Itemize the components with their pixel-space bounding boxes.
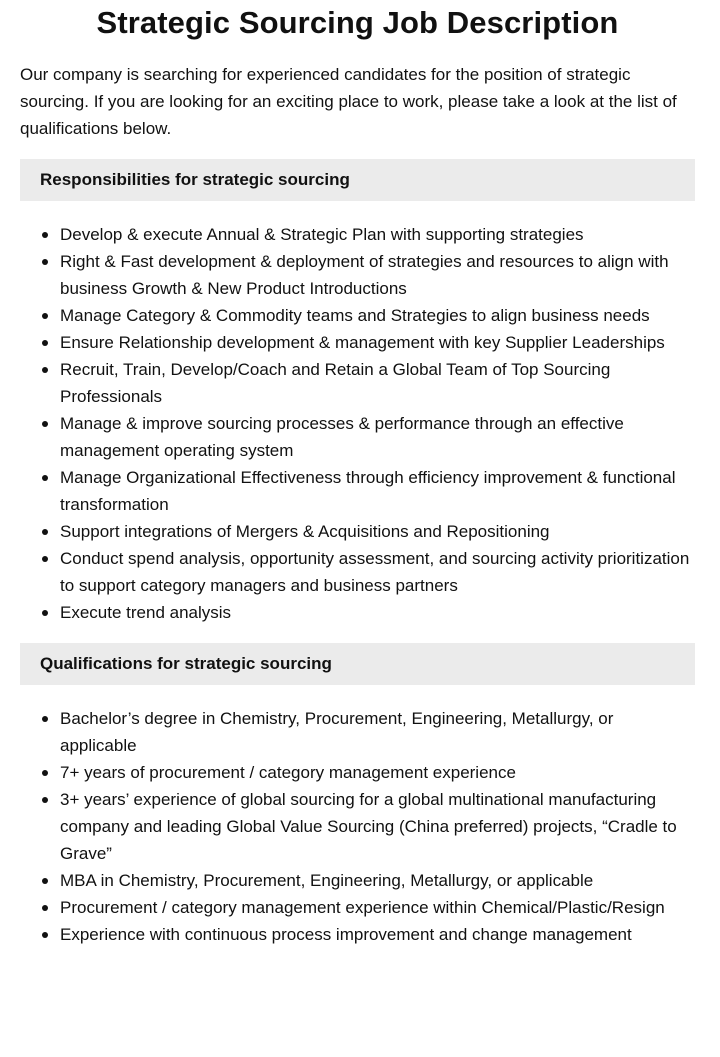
- qualifications-heading: Qualifications for strategic sourcing: [20, 643, 695, 685]
- list-item: Bachelor’s degree in Chemistry, Procurement, Engineering, Metallurgy, or applicable: [60, 705, 695, 759]
- list-item: Manage & improve sourcing processes & performance through an effective management operating system: [60, 410, 695, 464]
- list-item: Manage Category & Commodity teams and Strategies to align business needs: [60, 302, 695, 329]
- list-item: 3+ years’ experience of global sourcing for a global multinational manufacturing company and leading Global Value Sourcing (China preferred) projects, “Cradle to Grave”: [60, 786, 695, 867]
- list-item: Support integrations of Mergers & Acquisitions and Repositioning: [60, 518, 695, 545]
- list-item: Experience with continuous process improvement and change management: [60, 921, 695, 948]
- list-item: Recruit, Train, Develop/Coach and Retain a Global Team of Top Sourcing Professionals: [60, 356, 695, 410]
- list-item: Conduct spend analysis, opportunity assessment, and sourcing activity prioritization to support category managers and business partners: [60, 545, 695, 599]
- intro-paragraph: Our company is searching for experienced candidates for the position of strategic sourcing. If you are looking for an exciting place to work, please take a look at the list of qualifications below.: [20, 65, 677, 138]
- list-item: Execute trend analysis: [60, 599, 695, 626]
- page-title: Strategic Sourcing Job Description: [96, 5, 619, 40]
- qualifications-list: [20, 705, 695, 948]
- list-item: Right & Fast development & deployment of strategies and resources to align with business Growth & New Product Introductions: [60, 248, 695, 302]
- list-item: Develop & execute Annual & Strategic Plan with supporting strategies: [60, 221, 695, 248]
- list-item: Manage Organizational Effectiveness through efficiency improvement & functional transformation: [60, 464, 695, 518]
- list-item: Procurement / category management experience within Chemical/Plastic/Resign: [60, 894, 695, 921]
- responsibilities-heading: Responsibilities for strategic sourcing: [20, 159, 695, 201]
- responsibilities-list: [20, 221, 695, 626]
- list-item: 7+ years of procurement / category management experience: [60, 759, 695, 786]
- list-item: Ensure Relationship development & management with key Supplier Leaderships: [60, 329, 695, 356]
- list-item: MBA in Chemistry, Procurement, Engineering, Metallurgy, or applicable: [60, 867, 695, 894]
